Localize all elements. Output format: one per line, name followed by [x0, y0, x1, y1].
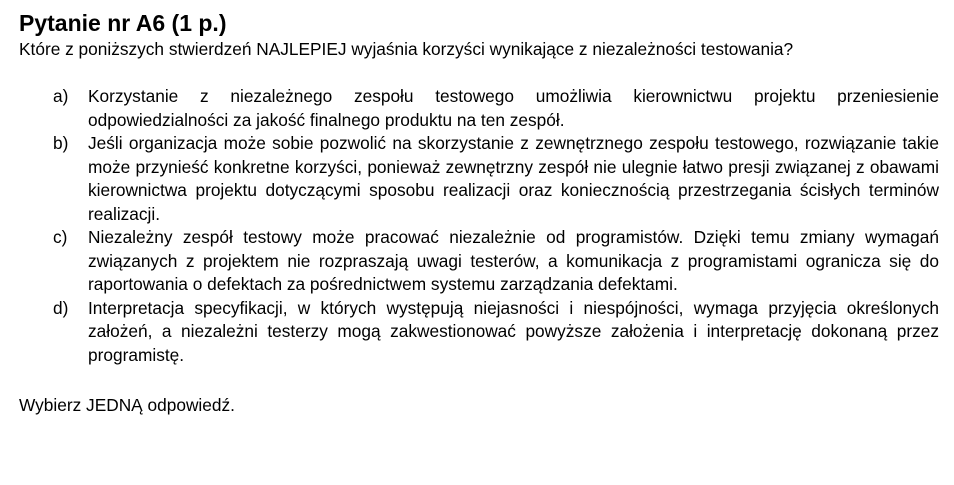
answer-option-d	[19, 297, 939, 368]
question-title: Pytanie nr A6 (1 p.)	[19, 10, 227, 36]
answer-option-c	[19, 226, 939, 297]
answer-option-b	[19, 132, 939, 226]
option-text: Korzystanie z niezależnego zespołu testowego umożliwia kierownictwu projektu przeniesienie odpowiedzialności za jakość finalnego produktu na ten zespół.	[88, 86, 939, 130]
option-text: Interpretacja specyfikacji, w których występują niejasności i niespójności, wymaga przyjęcia określonych założeń, a niezależni testerzy mogą zakwestionować powyższe założenia i interpretację dokonaną przez programistę.	[88, 297, 939, 365]
question-page	[19, 8, 939, 417]
option-letter: d)	[53, 297, 69, 318]
question-text: Które z poniższych stwierdzeń NAJLEPIEJ wyjaśnia korzyści wynikające z niezależności testowania?	[19, 39, 794, 59]
option-letter: b)	[53, 133, 69, 153]
answer-options	[19, 85, 939, 367]
option-letter: a)	[53, 86, 69, 106]
option-text: Niezależny zespół testowy może pracować niezależnie od programistów. Dzięki temu zmiany wymagań związanych z projektem nie rozpraszają uwagi testerów, a komunikacja z programistami ogranicza się do raportowania o defektach za pośrednictwem systemu zarządzania defektami.	[88, 227, 939, 294]
answer-instruction: Wybierz JEDNĄ odpowiedź.	[19, 395, 235, 415]
option-text: Jeśli organizacja może sobie pozwolić na skorzystanie z zewnętrznego zespołu testowego, rozwiązanie takie może przynieść konkretne korzyści, ponieważ zewnętrzny zespół nie ulegnie łatwo presji związanej z obawami kierownictwa projektu dotyczącymi sposobu realizacji oraz koniecznością przestrzegania ścisłych terminów realizacji.	[88, 133, 939, 224]
option-letter: c)	[53, 227, 68, 247]
answer-option-a	[19, 85, 939, 132]
